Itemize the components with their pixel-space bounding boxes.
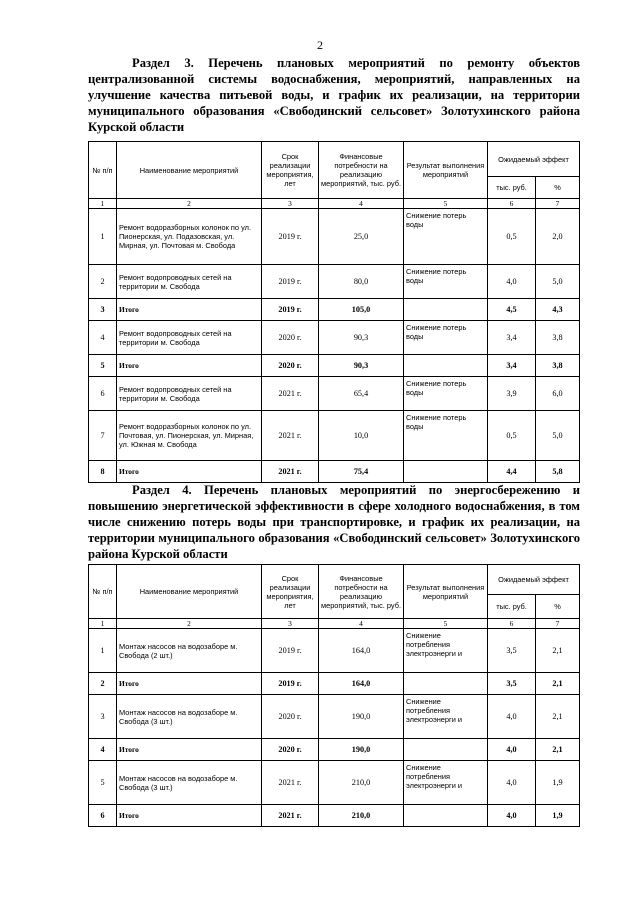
row-number: 8 (89, 461, 117, 483)
term-cell: 2021 г. (262, 461, 319, 483)
effect-thous-cell: 4,0 (488, 695, 536, 739)
row-number: 2 (89, 673, 117, 695)
row-number: 7 (89, 411, 117, 461)
event-name: Ремонт водопроводных сетей на территории м. Свобода (117, 265, 262, 299)
col-number: 1 (89, 199, 117, 209)
col-number: 3 (262, 199, 319, 209)
effect-pct-cell: 2,0 (536, 209, 580, 265)
total-row (89, 461, 580, 483)
result-cell (404, 299, 488, 321)
section-4-table (88, 564, 580, 827)
effect-thous-cell: 3,4 (488, 321, 536, 355)
col-header-finance: Финансовые потребности на реализацию мероприятий, тыс. руб. (319, 142, 404, 199)
event-name: Ремонт водоразборных колонок по ул. Пионерская, ул. Подазовская, ул. Мирная, ул. Почтовая м. Свобода (117, 209, 262, 265)
event-name: Итого (117, 355, 262, 377)
col-header-result: Результат выполнения мероприятий (404, 565, 488, 619)
result-cell (404, 461, 488, 483)
effect-pct-cell: 1,9 (536, 805, 580, 827)
effect-pct-cell: 4,3 (536, 299, 580, 321)
term-cell: 2020 г. (262, 321, 319, 355)
result-cell: Снижение потребления электроэнерги и (404, 695, 488, 739)
effect-pct-cell: 5,8 (536, 461, 580, 483)
row-number: 2 (89, 265, 117, 299)
finance-cell: 10,0 (319, 411, 404, 461)
finance-cell: 90,3 (319, 321, 404, 355)
table-row (89, 411, 580, 461)
result-cell: Снижение потребления электроэнерги и (404, 761, 488, 805)
column-number-row (89, 619, 580, 629)
col-header-pct: % (536, 595, 580, 619)
result-cell (404, 739, 488, 761)
col-number: 5 (404, 199, 488, 209)
col-number: 2 (117, 619, 262, 629)
term-cell: 2019 г. (262, 209, 319, 265)
event-name: Итого (117, 461, 262, 483)
result-cell (404, 355, 488, 377)
col-header-result: Результат выполнения мероприятий (404, 142, 488, 199)
event-name: Итого (117, 739, 262, 761)
term-cell: 2019 г. (262, 265, 319, 299)
table-row (89, 629, 580, 673)
row-number: 4 (89, 321, 117, 355)
finance-cell: 25,0 (319, 209, 404, 265)
col-header-finance: Финансовые потребности на реализацию мероприятий, тыс. руб. (319, 565, 404, 619)
table-row (89, 321, 580, 355)
event-name: Монтаж насосов на водозаборе м. Свобода (3 шт.) (117, 761, 262, 805)
row-number: 6 (89, 805, 117, 827)
finance-cell: 190,0 (319, 739, 404, 761)
finance-cell: 164,0 (319, 673, 404, 695)
result-cell: Снижение потерь воды (404, 265, 488, 299)
effect-thous-cell: 3,4 (488, 355, 536, 377)
event-name: Монтаж насосов на водозаборе м. Свобода (3 шт.) (117, 695, 262, 739)
section-4-title: Раздел 4. Перечень плановых мероприятий по энергосбережению и повышению энергетической эффективности в сфере холодного водоснабжения, в том числе снижению потерь воды при транспортировке, и график их реализации, на территории муниципального образования «Свободинский сельсовет» Золотухинского района Курской области (88, 483, 580, 561)
table-row (89, 761, 580, 805)
result-cell (404, 673, 488, 695)
column-number-row (89, 199, 580, 209)
effect-pct-cell: 2,1 (536, 629, 580, 673)
result-cell: Снижение потерь воды (404, 377, 488, 411)
event-name: Ремонт водопроводных сетей на территории м. Свобода (117, 321, 262, 355)
finance-cell: 190,0 (319, 695, 404, 739)
col-number: 2 (117, 199, 262, 209)
effect-thous-cell: 4,0 (488, 805, 536, 827)
term-cell: 2019 г. (262, 673, 319, 695)
finance-cell: 105,0 (319, 299, 404, 321)
col-number: 7 (536, 199, 580, 209)
effect-thous-cell: 3,9 (488, 377, 536, 411)
result-cell: Снижение потерь воды (404, 411, 488, 461)
col-header-name: Наименование мероприятий (117, 142, 262, 199)
row-number: 3 (89, 299, 117, 321)
result-cell: Снижение потерь воды (404, 209, 488, 265)
effect-thous-cell: 4,5 (488, 299, 536, 321)
finance-cell: 75,4 (319, 461, 404, 483)
term-cell: 2019 г. (262, 629, 319, 673)
effect-pct-cell: 2,1 (536, 695, 580, 739)
finance-cell: 210,0 (319, 761, 404, 805)
col-number: 4 (319, 199, 404, 209)
term-cell: 2021 г. (262, 377, 319, 411)
finance-cell: 80,0 (319, 265, 404, 299)
effect-thous-cell: 4,0 (488, 761, 536, 805)
effect-pct-cell: 6,0 (536, 377, 580, 411)
effect-pct-cell: 5,0 (536, 265, 580, 299)
col-number: 4 (319, 619, 404, 629)
finance-cell: 164,0 (319, 629, 404, 673)
effect-thous-cell: 4,0 (488, 739, 536, 761)
result-cell (404, 805, 488, 827)
total-row (89, 299, 580, 321)
result-cell: Снижение потерь воды (404, 321, 488, 355)
col-number: 6 (488, 619, 536, 629)
total-row (89, 805, 580, 827)
term-cell: 2021 г. (262, 761, 319, 805)
event-name: Ремонт водопроводных сетей на территории м. Свобода (117, 377, 262, 411)
section-3-table (88, 141, 580, 483)
finance-cell: 210,0 (319, 805, 404, 827)
effect-pct-cell: 3,8 (536, 321, 580, 355)
row-number: 1 (89, 629, 117, 673)
effect-thous-cell: 4,4 (488, 461, 536, 483)
row-number: 1 (89, 209, 117, 265)
col-header-thous: тыс. руб. (488, 177, 536, 199)
row-number: 5 (89, 761, 117, 805)
table-row (89, 265, 580, 299)
term-cell: 2021 г. (262, 411, 319, 461)
section-3-heading (88, 55, 580, 135)
col-header-term: Срок реализации мероприятия, лет (262, 565, 319, 619)
col-number: 7 (536, 619, 580, 629)
col-header-thous: тыс. руб. (488, 595, 536, 619)
effect-pct-cell: 5,0 (536, 411, 580, 461)
effect-thous-cell: 3,5 (488, 629, 536, 673)
effect-thous-cell: 0,5 (488, 411, 536, 461)
effect-thous-cell: 4,0 (488, 265, 536, 299)
total-row (89, 355, 580, 377)
col-header-num: № п/п (89, 142, 117, 199)
table-row (89, 377, 580, 411)
section-4-heading (88, 482, 580, 562)
col-header-effect: Ожидаемый эффект (488, 565, 580, 595)
col-number: 1 (89, 619, 117, 629)
effect-thous-cell: 0,5 (488, 209, 536, 265)
term-cell: 2020 г. (262, 355, 319, 377)
col-header-name: Наименование мероприятий (117, 565, 262, 619)
section-3-title: Раздел 3. Перечень плановых мероприятий по ремонту объектов централизованной системы водоснабжения, мероприятий, направленных на улучшение качества питьевой воды, и график их реализации, на территории муниципального образования «Свободинский сельсовет» Золотухинского района Курской области (88, 56, 580, 134)
term-cell: 2020 г. (262, 739, 319, 761)
row-number: 6 (89, 377, 117, 411)
finance-cell: 65,4 (319, 377, 404, 411)
effect-pct-cell: 2,1 (536, 673, 580, 695)
col-header-num: № п/п (89, 565, 117, 619)
col-number: 6 (488, 199, 536, 209)
table-row (89, 209, 580, 265)
finance-cell: 90,3 (319, 355, 404, 377)
result-cell: Снижение потребления электроэнерги и (404, 629, 488, 673)
effect-pct-cell: 1,9 (536, 761, 580, 805)
effect-thous-cell: 3,5 (488, 673, 536, 695)
event-name: Итого (117, 805, 262, 827)
page-number: 2 (317, 38, 323, 52)
event-name: Монтаж насосов на водозаборе м. Свобода (2 шт.) (117, 629, 262, 673)
term-cell: 2021 г. (262, 805, 319, 827)
total-row (89, 673, 580, 695)
table-row (89, 695, 580, 739)
event-name: Итого (117, 673, 262, 695)
term-cell: 2020 г. (262, 695, 319, 739)
event-name: Итого (117, 299, 262, 321)
effect-pct-cell: 3,8 (536, 355, 580, 377)
event-name: Ремонт водоразборных колонок по ул. Почтовая, ул. Пионерская, ул. Мирная, ул. Южная м. Свобода (117, 411, 262, 461)
col-header-effect: Ожидаемый эффект (488, 142, 580, 177)
effect-pct-cell: 2,1 (536, 739, 580, 761)
col-number: 5 (404, 619, 488, 629)
col-header-term: Срок реализации мероприятия, лет (262, 142, 319, 199)
total-row (89, 739, 580, 761)
col-number: 3 (262, 619, 319, 629)
row-number: 4 (89, 739, 117, 761)
row-number: 5 (89, 355, 117, 377)
col-header-pct: % (536, 177, 580, 199)
term-cell: 2019 г. (262, 299, 319, 321)
row-number: 3 (89, 695, 117, 739)
